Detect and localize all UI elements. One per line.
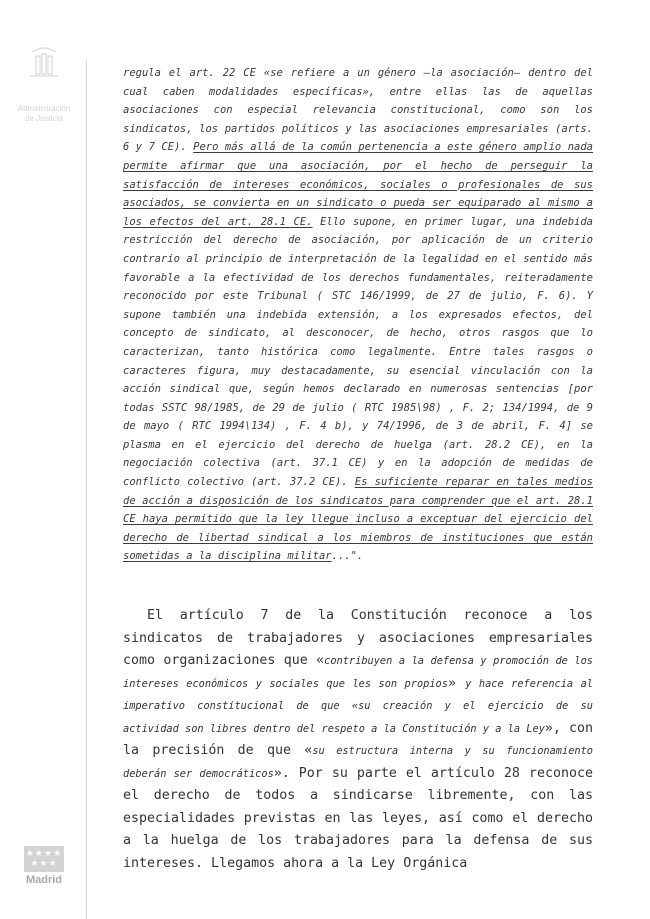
para-text-4: ». Por su parte el artículo 28 reconoce el derecho de todos a sindicarse libremente, con las especialidades previstas en las leyes, así como el derecho a la huelga de los trabajadores para la defensa de sus intereses. Llegamos ahora a la Ley Orgánica <box>123 765 593 871</box>
flag-stars: ★★★★ ★★★ <box>25 849 63 869</box>
quoted-ruling-excerpt <box>123 64 593 566</box>
margin-divider <box>86 60 87 919</box>
madrid-flag-icon <box>24 846 64 872</box>
quote-underlined-2: Es suficiente reparar en tales medios de acción a disposición de los sindicatos para comprender que el art. 28.1 CE haya permitido que la ley llegue incluso a exceptuar del ejercicio del derecho de libertad sindical a los miembros de instituciones que están sometidas a la disciplina militar <box>123 476 593 563</box>
logo-line-3: de Justicia <box>25 114 63 123</box>
quote-underlined-1: Pero más allá de la común pertenencia a este género amplio nada permite afirmar que una asociación, por el hecho de perseguir la satisfacción de intereses económicos, sociales o profesionales de sus asociados, se convierta en un sindicato o pueda ser equiparado al mismo a los efectos del art. 28.1 CE. <box>123 141 593 228</box>
quote-text-3: ...". <box>331 550 364 563</box>
para-quote-2: y hace referencia al imperativo constitucional de que «su creación y el ejercicio de su actividad son libres dentro del respeto a la Constitución y a la Ley <box>123 677 593 735</box>
madrid-label: Madrid <box>25 874 63 886</box>
para-quote-1: contribuyen a la defensa y promoción de los intereses económicos y sociales que les son propios <box>123 655 593 690</box>
para-text-2: » <box>447 675 466 691</box>
logo-line-2: Administración <box>17 104 71 113</box>
quote-text-2: Ello supone, en primer lugar, una indebida restricción del derecho de asociación, por aplicación de un criterio contrario al principio de interpretación de la legalidad en el sentido más favorable a la efectividad de los derechos fundamentales, reiteradamente reconocido por este Tribunal ( STC 146/1999, de 27 de julio, F. 6). Y supone también una indebida extensión, a los expresados efectos, del concepto de sindicato, al desconocer, de hecho, otros rasgos que lo caracterizan, tanto histórica como legalmente. Entre tales rasgos o caracteres figura, muy destacadamente, su esencial vinculación con la acción sindical que, según hemos declarado en numerosas sentencias [por todas SSTC 98/1985, de 29 de julio ( RTC 1985\98) , F. 2; 134/1994, de 9 de mayo ( RTC 1994\134) , F. 4 b), y 74/1996, de 3 de abril, F. 4] se plasma en el ejercicio del derecho de huelga (art. 28.2 CE), en la negociación colectiva (art. 37.1 CE) y en la adopción de medidas de conflicto colectivo (art. 37.2 CE). <box>123 215 594 489</box>
institution-logo <box>16 42 72 124</box>
para-quote-3: su estructura interna y su funcionamiento deberán ser democráticos <box>123 745 593 780</box>
quote-text-1: regula el art. 22 CE «se refiere a un género –la asociación– dentro del cual caben modalidades específicas», entre ellas las de aquellas asociaciones con especial relevancia constitucional, como son los sindicatos, los partidos políticos y las asociaciones empresariales (arts. 6 y 7 CE). <box>123 67 593 154</box>
body-paragraph <box>123 605 593 875</box>
coat-of-arms-icon <box>24 42 64 82</box>
para-text-1: El artículo 7 de la Constitución reconoce a los sindicatos de trabajadores y asociaciones empresariales como organizaciones que « <box>123 608 593 668</box>
para-text-3: », con la precisión de que « <box>123 720 593 758</box>
